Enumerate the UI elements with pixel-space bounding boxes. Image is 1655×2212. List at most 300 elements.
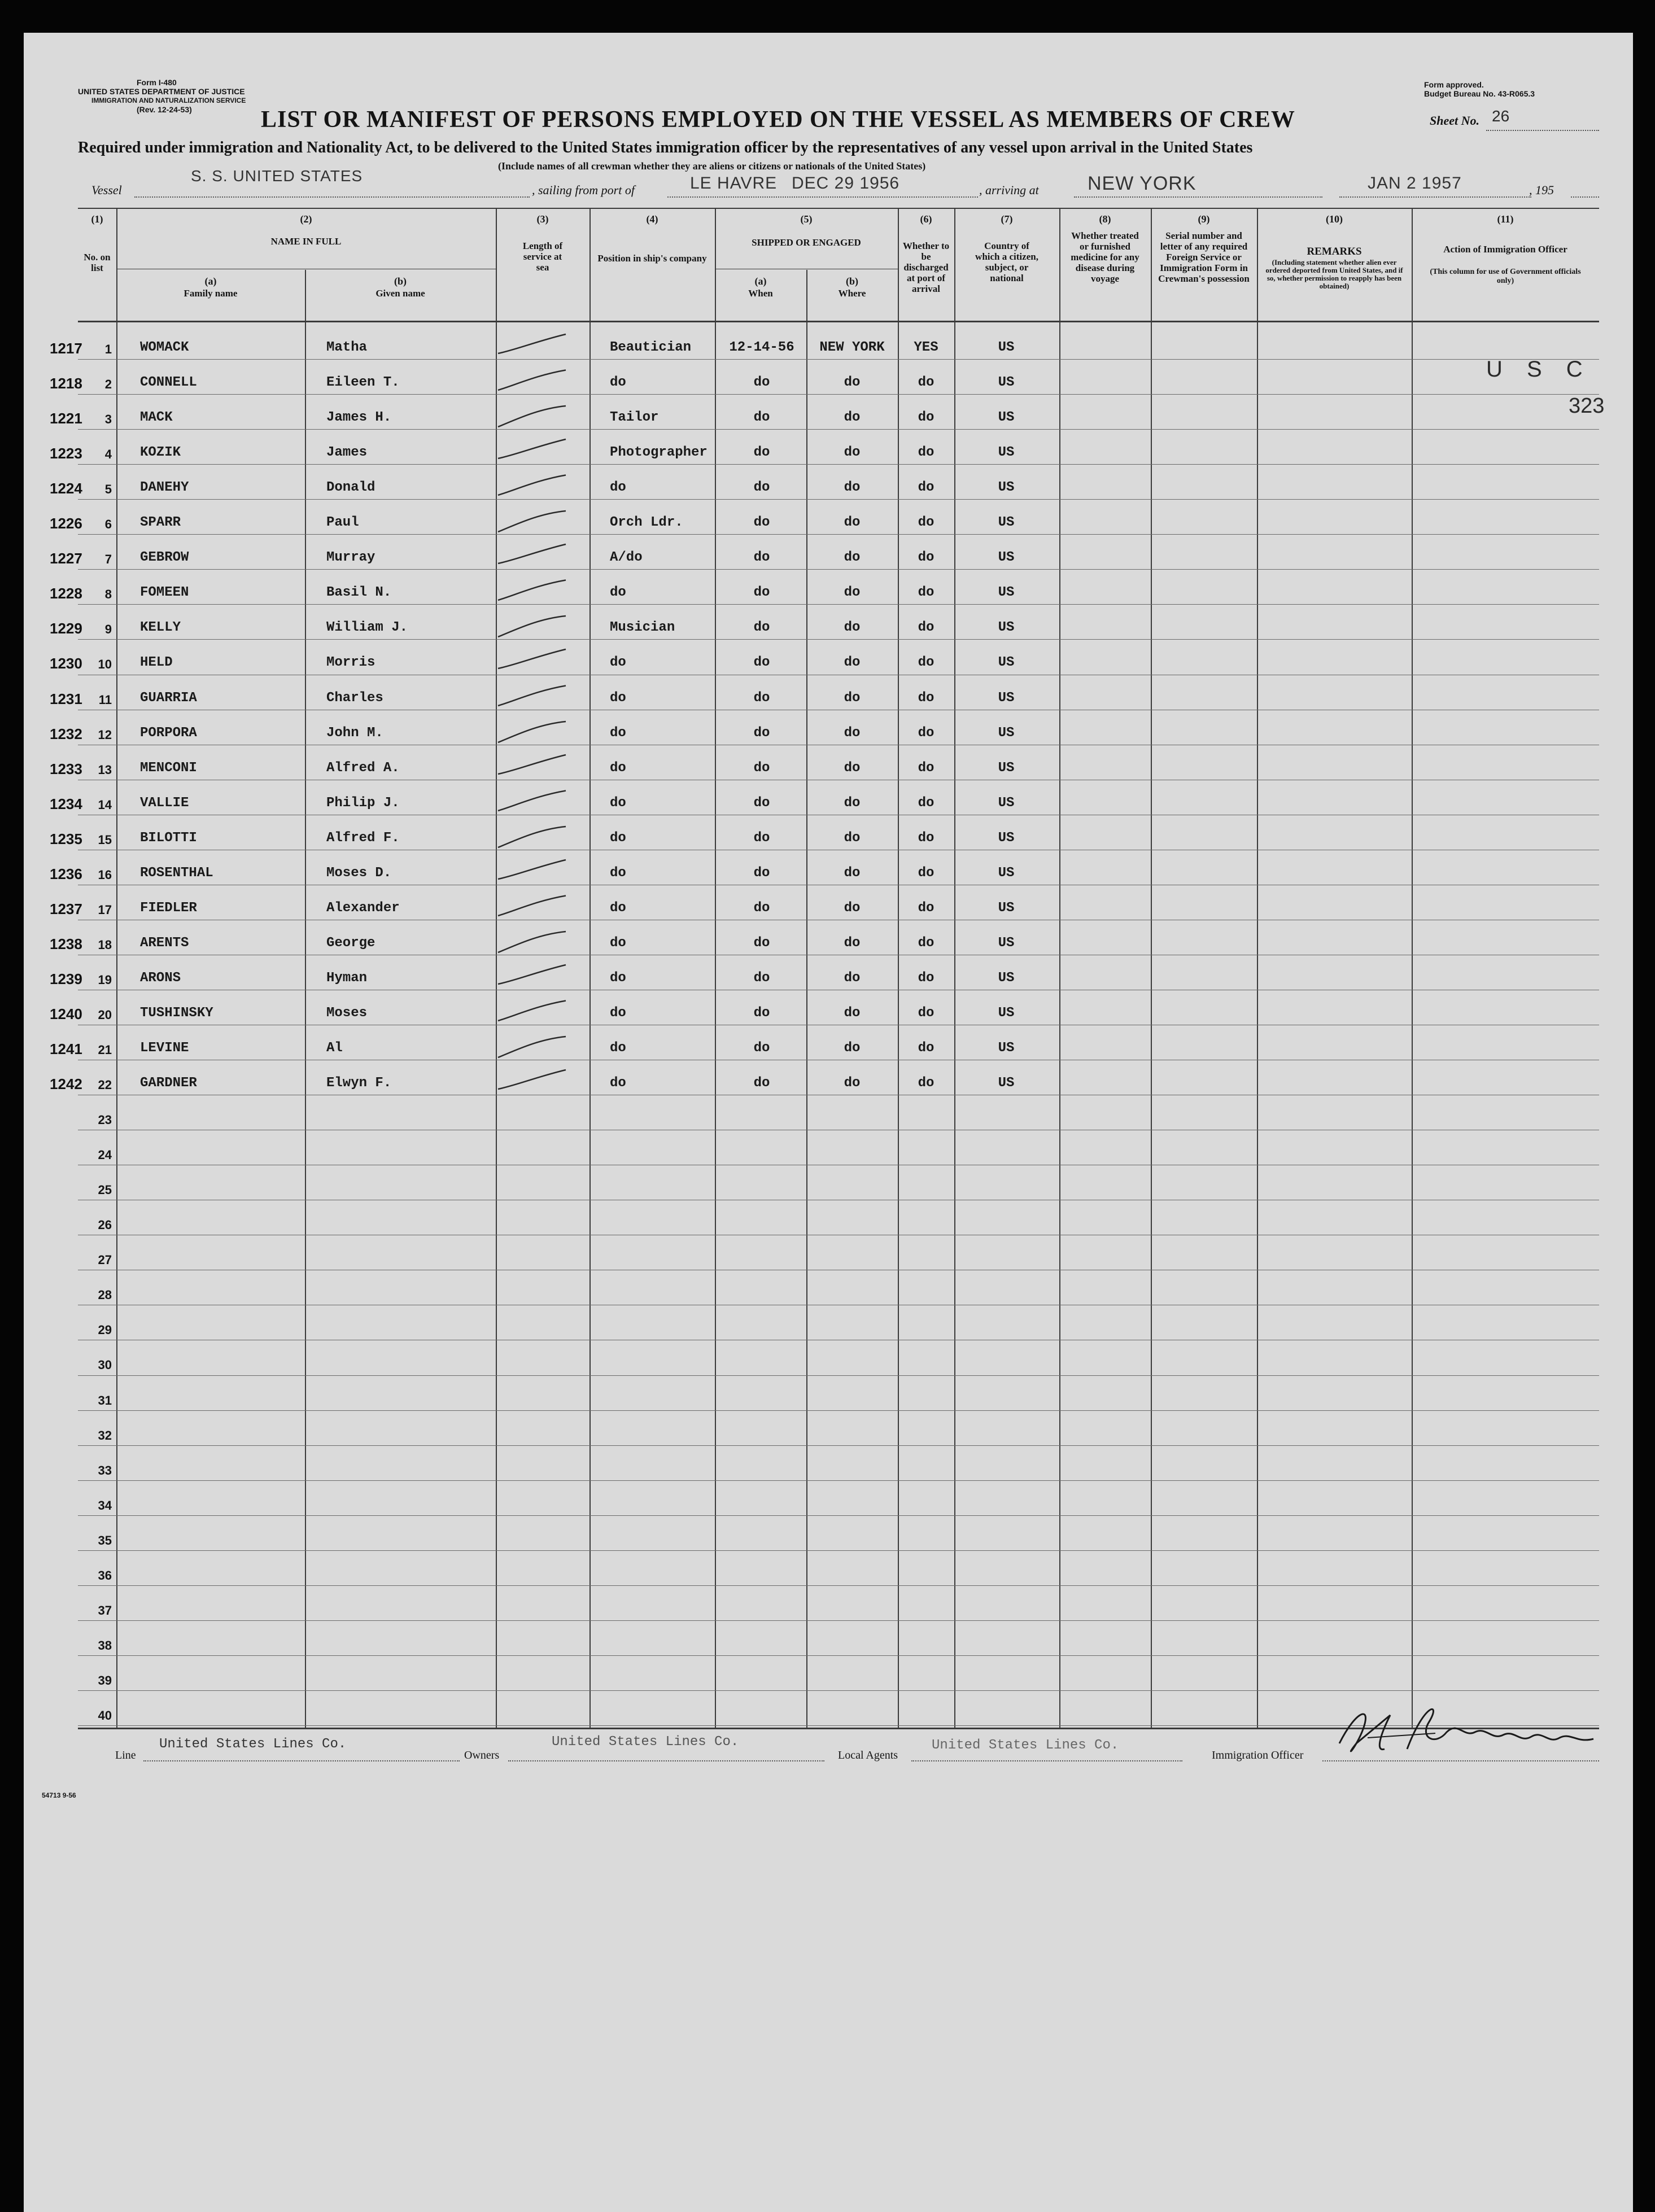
sheet-number-line [1486, 130, 1599, 131]
row-number: 28 [98, 1288, 112, 1302]
discharge: do [918, 830, 935, 846]
row-divider [78, 1445, 1599, 1446]
shipped-when: do [753, 620, 770, 636]
shipped-when: do [753, 1076, 770, 1091]
service-check-mark [487, 609, 571, 642]
given-name: James [326, 445, 368, 461]
shipped-when: do [753, 760, 770, 776]
shipped-where: do [844, 410, 861, 426]
discharge: do [918, 1076, 935, 1091]
row-number: 11 [98, 692, 112, 707]
position: do [610, 900, 626, 916]
discharge: do [918, 480, 935, 496]
col3-header: Length of service at sea [522, 241, 563, 273]
service-check-mark [487, 329, 571, 362]
crew-list-number: 1228 [50, 585, 82, 602]
family-name: FIEDLER [140, 900, 197, 916]
discharge: do [918, 585, 935, 601]
col-divider-8 [1151, 208, 1152, 1729]
col2a-header: Family name [184, 288, 238, 299]
position: do [610, 480, 626, 496]
shipped-when: 12-14-56 [729, 340, 794, 355]
country: US [998, 1005, 1015, 1021]
officer-signature [1322, 1698, 1605, 1760]
given-name: William J. [326, 620, 408, 636]
vessel-label: Vessel [91, 183, 122, 197]
row-number: 2 [104, 377, 112, 392]
col10-note: (Including statement whether alien ever ordered deported from United States, and if so, whether permission to reapply has been obtained) [1265, 258, 1403, 290]
col5a-header: When [748, 288, 773, 299]
row-number: 16 [98, 867, 112, 882]
given-name: Morris [326, 655, 375, 671]
col-divider-7 [1059, 208, 1060, 1729]
row-number: 15 [98, 832, 112, 847]
shipped-where: do [844, 760, 861, 776]
row-number: 18 [98, 937, 112, 952]
row-number: 31 [98, 1393, 112, 1407]
manifest-subtitle: Required under immigration and Nationality Act, to be delivered to the United States immigration officer by the representatives of any vessel upon arrival in the United States [78, 139, 1253, 156]
country: US [998, 585, 1015, 601]
family-name: GUARRIA [140, 690, 197, 706]
col11-number: (11) [1497, 213, 1514, 225]
family-name: PORPORA [140, 725, 197, 741]
shipped-where: do [844, 515, 861, 531]
shipped-when: do [753, 375, 770, 391]
footer-officer-label: Immigration Officer [1212, 1749, 1304, 1761]
department-name: UNITED STATES DEPARTMENT OF JUSTICE [78, 87, 245, 96]
family-name: VALLIE [140, 795, 189, 811]
row-number: 20 [98, 1007, 112, 1022]
crew-list-number: 1239 [50, 970, 82, 987]
shipped-where: do [844, 725, 861, 741]
col-divider-5ab [806, 270, 807, 1729]
family-name: ROSENTHAL [140, 865, 213, 881]
shipped-when: do [753, 1005, 770, 1021]
row-number: 4 [104, 447, 112, 462]
col10-number: (10) [1326, 213, 1343, 225]
country: US [998, 1041, 1015, 1056]
country: US [998, 830, 1015, 846]
form-approved: Form approved. [1424, 80, 1484, 89]
discharge: do [918, 760, 935, 776]
service-name: IMMIGRATION AND NATURALIZATION SERVICE [91, 97, 246, 104]
col11-header: Action of Immigration Officer [1443, 244, 1567, 255]
family-name: HELD [140, 655, 173, 671]
service-check-mark [487, 644, 571, 677]
family-name: DANEHY [140, 480, 189, 496]
col1-header: No. on list [84, 252, 111, 273]
family-name: KELLY [140, 620, 181, 636]
given-name: Matha [326, 340, 368, 355]
shipped-when: do [753, 515, 770, 531]
crew-list-number: 1242 [50, 1076, 82, 1093]
col7-number: (7) [1001, 213, 1013, 225]
arriving-port: NEW YORK [1088, 173, 1197, 194]
row-divider [78, 1620, 1599, 1621]
col3-number: (3) [536, 213, 549, 225]
row-number: 39 [98, 1673, 112, 1688]
discharge: do [918, 1005, 935, 1021]
row-divider [78, 394, 1599, 395]
shipped-where: do [844, 445, 861, 461]
country: US [998, 445, 1015, 461]
row-divider [78, 639, 1599, 640]
given-name: Paul [326, 515, 359, 531]
footer-agents-label: Local Agents [838, 1749, 898, 1761]
shipped-when: do [753, 655, 770, 671]
given-name: Murray [326, 550, 375, 566]
col7-header: Country of which a citizen, subject, or national [975, 241, 1038, 283]
shipped-when: do [753, 970, 770, 986]
family-name: TUSHINSKY [140, 1005, 213, 1021]
family-name: LEVINE [140, 1041, 189, 1056]
given-name: Donald [326, 480, 375, 496]
sailing-label: , sailing from port of [532, 183, 635, 197]
service-check-mark [487, 819, 571, 853]
crew-list-number: 1237 [50, 900, 82, 917]
header-bottom-border [78, 321, 1599, 322]
col5b-sub: (b) [846, 276, 858, 287]
country: US [998, 655, 1015, 671]
discharge: do [918, 550, 935, 566]
row-number: 33 [98, 1463, 112, 1477]
row-number: 25 [98, 1183, 112, 1197]
shipped-when: do [753, 795, 770, 811]
row-number: 24 [98, 1148, 112, 1162]
col4-number: (4) [646, 213, 658, 225]
footer-owners: United States Lines Co. [552, 1734, 739, 1750]
row-number: 6 [104, 517, 112, 532]
shipped-where: do [844, 690, 861, 706]
crew-list-number: 1236 [50, 865, 82, 882]
row-divider [78, 1375, 1599, 1376]
crew-list-number: 1226 [50, 515, 82, 532]
include-note: (Include names of all crewman whether they are aliens or citizens or nationals of the United States) [498, 160, 926, 172]
crew-list-number: 1234 [50, 795, 82, 812]
discharge: do [918, 865, 935, 881]
family-name: CONNELL [140, 375, 197, 391]
row-number: 19 [98, 972, 112, 987]
discharge: do [918, 970, 935, 986]
officer-action-mark: U S C [1486, 357, 1592, 382]
country: US [998, 410, 1015, 426]
col2a-sub: (a) [204, 276, 217, 287]
service-check-mark [487, 889, 571, 923]
row-number: 38 [98, 1638, 112, 1653]
country: US [998, 970, 1015, 986]
service-check-mark [487, 994, 571, 1028]
discharge: do [918, 375, 935, 391]
given-name: Charles [326, 690, 383, 706]
country: US [998, 550, 1015, 566]
service-check-mark [487, 679, 571, 713]
year-line [1571, 196, 1599, 198]
shipped-where: do [844, 620, 861, 636]
service-check-mark [487, 749, 571, 783]
position: Musician [610, 620, 675, 636]
country: US [998, 795, 1015, 811]
crew-list-number: 1241 [50, 1041, 82, 1057]
given-name: Alfred F. [326, 830, 400, 846]
position: do [610, 1005, 626, 1021]
col6-header: Whether to be discharged at port of arrival [902, 241, 950, 294]
position: do [610, 830, 626, 846]
given-name: Basil N. [326, 585, 392, 601]
given-name: Al [326, 1041, 343, 1056]
discharge: do [918, 795, 935, 811]
discharge: do [918, 1041, 935, 1056]
footer-line: United States Lines Co. [159, 1737, 347, 1752]
arriving-label: , arriving at [979, 183, 1039, 197]
sheet-label: Sheet No. [1430, 113, 1479, 128]
row-divider [78, 1585, 1599, 1586]
row-divider [78, 499, 1599, 500]
shipped-when: do [753, 1041, 770, 1056]
arrival-date: JAN 2 1957 [1368, 174, 1462, 193]
service-check-mark [487, 1029, 571, 1063]
position: do [610, 865, 626, 881]
discharge: do [918, 690, 935, 706]
col5-number: (5) [800, 213, 813, 225]
position: do [610, 375, 626, 391]
country: US [998, 725, 1015, 741]
row-number: 37 [98, 1603, 112, 1618]
row-divider [78, 1550, 1599, 1551]
given-name: James H. [326, 410, 392, 426]
row-number: 35 [98, 1533, 112, 1547]
vessel-line [134, 196, 530, 198]
shipped-when: do [753, 830, 770, 846]
col11-note: (This column for use of Government officials only) [1430, 268, 1581, 285]
row-divider [78, 1480, 1599, 1481]
position: do [610, 1076, 626, 1091]
row-divider [78, 359, 1599, 360]
service-check-mark [487, 924, 571, 958]
crew-list-number: 1238 [50, 935, 82, 952]
discharge: do [918, 515, 935, 531]
shipped-where: do [844, 865, 861, 881]
row-number: 5 [104, 482, 112, 497]
given-name: Alexander [326, 900, 400, 916]
row-divider [78, 534, 1599, 535]
shipped-where: do [844, 1005, 861, 1021]
row-number: 26 [98, 1218, 112, 1232]
country: US [998, 375, 1015, 391]
sailing-date: DEC 29 1956 [792, 174, 900, 193]
row-number: 1 [104, 342, 112, 356]
family-name: WOMACK [140, 340, 189, 355]
crew-list-number: 1229 [50, 620, 82, 637]
row-divider [78, 464, 1599, 465]
footer-line-underline [143, 1760, 460, 1761]
footer-agents: United States Lines Co. [932, 1738, 1119, 1753]
position: do [610, 795, 626, 811]
col9-header: Serial number and letter of any required Foreign Service or Immigration Form in Crewman's possession [1158, 230, 1250, 284]
discharge: do [918, 655, 935, 671]
given-name: George [326, 935, 375, 951]
row-divider [78, 1515, 1599, 1516]
discharge: do [918, 620, 935, 636]
row-number: 10 [98, 657, 112, 672]
discharge: do [918, 900, 935, 916]
family-name: GEBROW [140, 550, 189, 566]
row-number: 21 [98, 1043, 112, 1057]
crew-list-number: 1232 [50, 725, 82, 742]
row-divider [78, 604, 1599, 605]
position: do [610, 725, 626, 741]
crew-list-number: 1233 [50, 760, 82, 777]
crew-list-number: 1217 [50, 340, 82, 357]
shipped-where: do [844, 655, 861, 671]
col-divider-9 [1257, 208, 1258, 1729]
row-number: 29 [98, 1323, 112, 1337]
family-name: GARDNER [140, 1076, 197, 1091]
col2-number: (2) [300, 213, 312, 225]
footer-owners-underline [508, 1760, 824, 1761]
service-check-mark [487, 539, 571, 572]
position: Tailor [610, 410, 659, 426]
col-divider-5 [898, 208, 899, 1729]
row-number: 34 [98, 1498, 112, 1512]
position: do [610, 1041, 626, 1056]
year-suffix: , 195 [1529, 183, 1554, 197]
row-number: 14 [98, 797, 112, 812]
shipped-where: NEW YORK [819, 340, 885, 355]
service-check-mark [487, 399, 571, 432]
position: do [610, 935, 626, 951]
discharge: YES [914, 340, 938, 355]
crew-list-number: 1223 [50, 445, 82, 462]
country: US [998, 515, 1015, 531]
col-divider-1 [116, 208, 117, 1729]
family-name: MENCONI [140, 760, 197, 776]
position: Photographer [610, 445, 708, 461]
row-number: 9 [104, 622, 112, 637]
country: US [998, 1076, 1015, 1091]
service-check-mark [487, 574, 571, 607]
col2-header: NAME IN FULL [270, 236, 342, 247]
shipped-where: do [844, 1041, 861, 1056]
position: do [610, 585, 626, 601]
col5a-sub: (a) [754, 276, 767, 287]
discharge: do [918, 410, 935, 426]
sailing-line [667, 196, 978, 198]
shipped-where: do [844, 375, 861, 391]
row-number: 17 [98, 902, 112, 917]
country: US [998, 760, 1015, 776]
col-divider-6 [954, 208, 955, 1729]
position: do [610, 970, 626, 986]
given-name: Eileen T. [326, 375, 400, 391]
shipped-when: do [753, 480, 770, 496]
row-divider [78, 429, 1599, 430]
given-name: John M. [326, 725, 383, 741]
position: do [610, 690, 626, 706]
position: Orch Ldr. [610, 515, 683, 531]
shipped-when: do [753, 865, 770, 881]
row-number: 30 [98, 1358, 112, 1372]
col4-header: Position in ship's company [597, 253, 707, 264]
col1-number: (1) [91, 213, 103, 225]
shipped-where: do [844, 830, 861, 846]
country: US [998, 340, 1015, 355]
given-name: Hyman [326, 970, 368, 986]
row-number: 3 [104, 412, 112, 427]
row-number: 40 [98, 1708, 112, 1723]
shipped-where: do [844, 900, 861, 916]
service-check-mark [487, 469, 571, 502]
shipped-where: do [844, 550, 861, 566]
col2b-header: Given name [375, 288, 425, 299]
service-check-mark [487, 784, 571, 818]
country: US [998, 900, 1015, 916]
position: Beautician [610, 340, 692, 355]
row-number: 8 [104, 587, 112, 602]
family-name: ARENTS [140, 935, 189, 951]
row-number: 32 [98, 1428, 112, 1442]
row-number: 7 [104, 552, 112, 567]
given-name: Alfred A. [326, 760, 400, 776]
discharge: do [918, 445, 935, 461]
discharge: do [918, 935, 935, 951]
shipped-when: do [753, 725, 770, 741]
col6-number: (6) [920, 213, 932, 225]
service-check-mark [487, 364, 571, 397]
family-name: MACK [140, 410, 173, 426]
family-name: FOMEEN [140, 585, 189, 601]
crew-list-number: 1227 [50, 550, 82, 567]
country: US [998, 865, 1015, 881]
row-number: 27 [98, 1253, 112, 1267]
given-name: Elwyn F. [326, 1076, 392, 1091]
service-check-mark [487, 434, 571, 467]
col-divider-3 [589, 208, 591, 1729]
footer-line-label: Line [115, 1749, 136, 1761]
shipped-where: do [844, 970, 861, 986]
crew-list-number: 1231 [50, 690, 82, 707]
form-number: Form I-480 [137, 78, 177, 87]
service-check-mark [487, 1064, 571, 1098]
shipped-when: do [753, 900, 770, 916]
date-line [1339, 196, 1531, 198]
family-name: KOZIK [140, 445, 181, 461]
family-name: BILOTTI [140, 830, 197, 846]
crew-list-number: 1230 [50, 655, 82, 672]
shipped-where: do [844, 935, 861, 951]
footer-officer-underline [1322, 1760, 1599, 1761]
shipped-where: do [844, 480, 861, 496]
crew-list-number: 1218 [50, 375, 82, 392]
country: US [998, 620, 1015, 636]
col5b-header: Where [838, 288, 866, 299]
row-divider [78, 569, 1599, 570]
shipped-when: do [753, 410, 770, 426]
position: do [610, 655, 626, 671]
row-divider [78, 1410, 1599, 1411]
budget-bureau: Budget Bureau No. 43-R065.3 [1424, 89, 1535, 98]
row-number: 22 [98, 1078, 112, 1092]
shipped-when: do [753, 690, 770, 706]
service-check-mark [487, 714, 571, 748]
discharge: do [918, 725, 935, 741]
col-divider-10 [1412, 208, 1413, 1729]
col9-number: (9) [1198, 213, 1210, 225]
shipped-when: do [753, 445, 770, 461]
family-name: SPARR [140, 515, 181, 531]
arriving-line [1074, 196, 1322, 198]
col-divider-4 [715, 208, 716, 1729]
page-mark: 323 [1569, 394, 1605, 418]
